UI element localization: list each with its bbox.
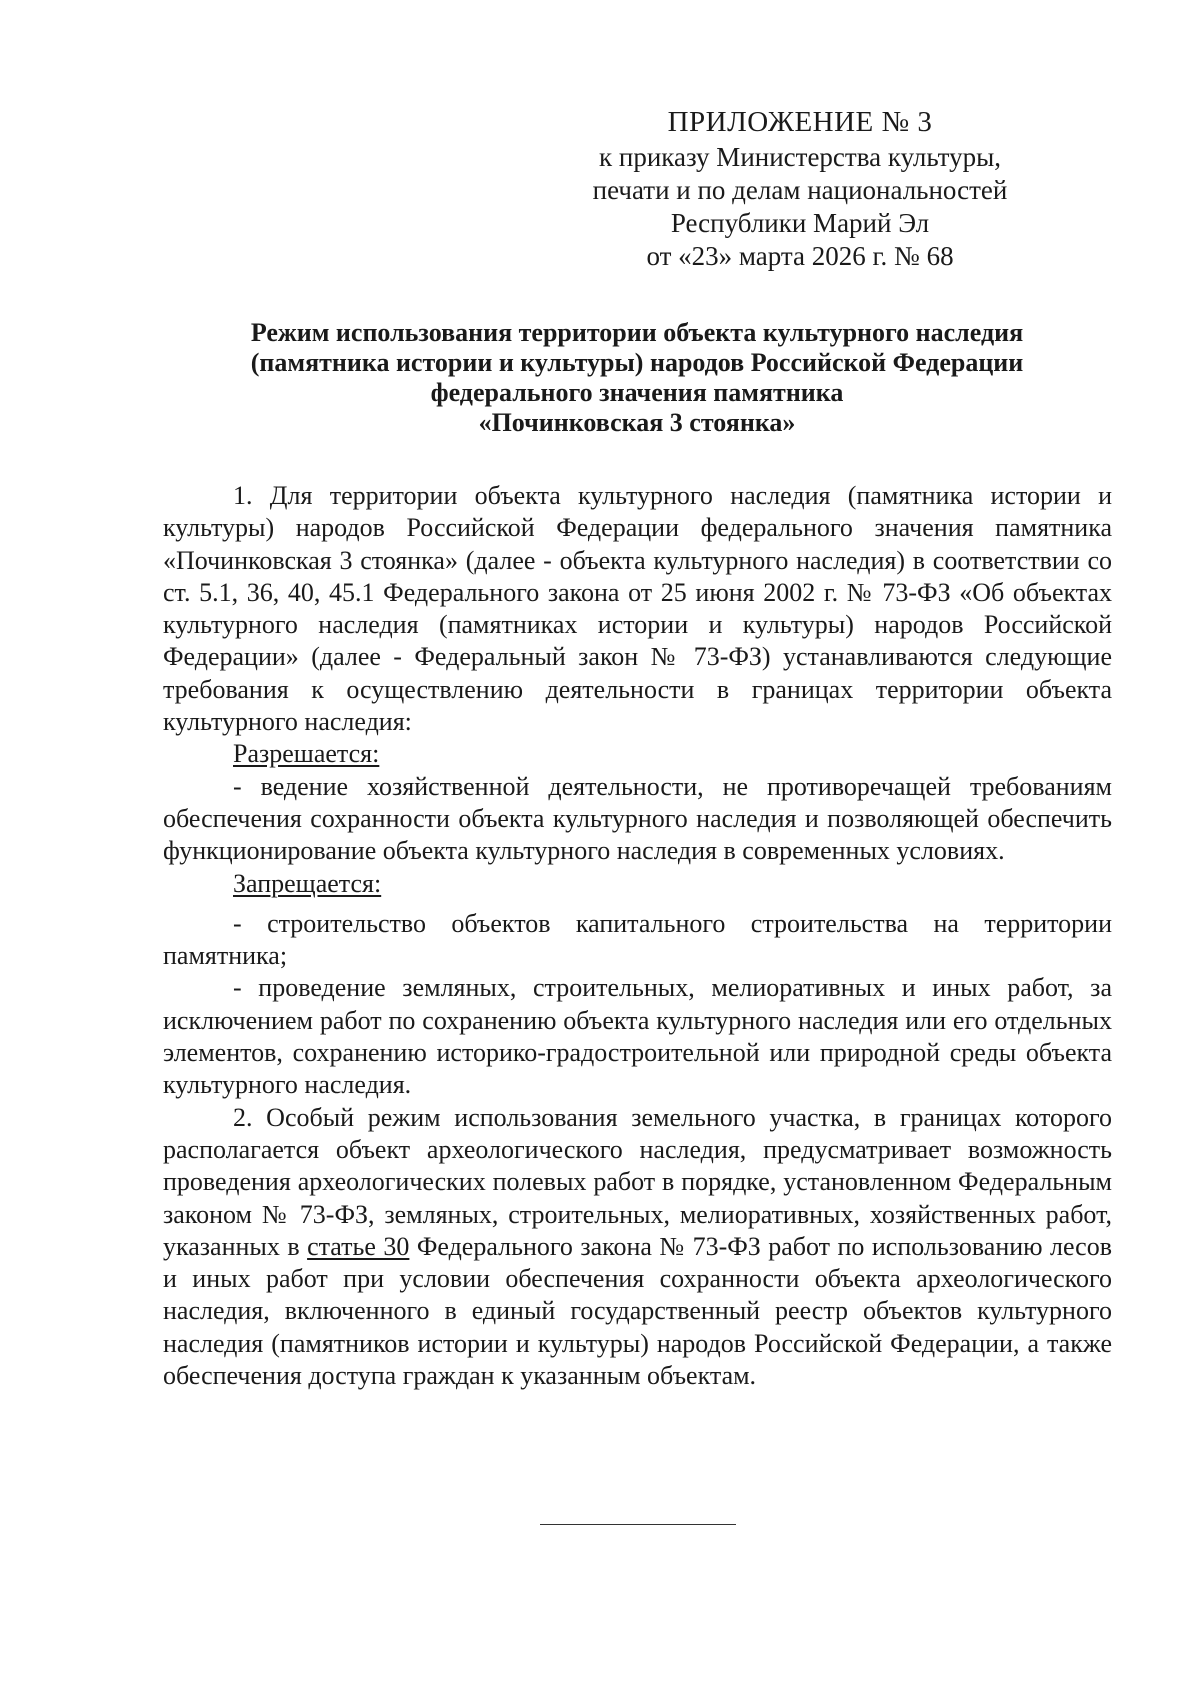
paragraph-2-text-end: Федерального закона № 73-ФЗ работ по использованию лесов и иных работ при условии обеспечения сохранности объекта археологического наследия, включенного в единый государственный реестр объектов культурного наследия (памятников истории и культуры) народов Российской Федерации, а также обеспечения доступа граждан к указанным объектам.	[163, 1231, 1112, 1391]
allowed-label: Разрешается:	[233, 739, 380, 769]
prohibited-item-2: - проведение земляных, строительных, мелиоративных и иных работ, за исключением работ по сохранению объекта культурного наследия или его отдельных элементов, сохранению историко-градостроительной или природной среды объекта культурного наследия.	[163, 973, 1112, 1100]
article-30-link[interactable]: статье 30	[307, 1231, 410, 1261]
allowed-heading	[163, 738, 1112, 770]
appendix-line: к приказу Министерства культуры,	[599, 142, 1001, 172]
prohibited-label: Запрещается:	[233, 868, 382, 898]
appendix-line: от «23» марта 2026 г. № 68	[646, 241, 954, 271]
document-body	[163, 480, 1112, 1392]
paragraph-2-text-start: 2. Особый режим использования земельного участка, в границах которого располагается объект археологического наследия, предусматривает возможность проведения археологических полевых работ в порядке, установленном Федеральным законом № 73-ФЗ, земляных, строительных, мелиоративных, хозяйственных работ, указанных в	[163, 1102, 1112, 1261]
paragraph-1: 1. Для территории объекта культурного наследия (памятника истории и культуры) народов Российской Федерации федерального значения памятника «Починковская 3 стоянка» (далее - объекта культурного наследия) в соответствии со ст. 5.1, 36, 40, 45.1 Федерального закона от 25 июня 2002 г. № 73-ФЗ «Об объектах культурного наследия (памятниках истории и культуры) народов Российской Федерации» (далее - Федеральный закон № 73-ФЗ) устанавливаются следующие требования к осуществлению деятельности в границах территории объекта культурного наследия:	[163, 481, 1112, 737]
appendix-header	[560, 106, 1040, 273]
prohibited-item-1: - строительство объектов капитального строительства на территории памятника;	[163, 908, 1112, 971]
appendix-line: Республики Марий Эл	[670, 208, 930, 238]
end-divider	[540, 1524, 736, 1525]
document-title	[150, 318, 1124, 438]
title-line: Режим использования территории объекта культурного наследия	[250, 318, 1024, 347]
allowed-item: - ведение хозяйственной деятельности, не противоречащей требованиям обеспечения сохранности объекта культурного наследия и позволяющей обеспечить функционирование объекта культурного наследия в современных условиях.	[163, 771, 1112, 866]
appendix-line: печати и по делам национальностей	[592, 175, 1008, 205]
appendix-title: ПРИЛОЖЕНИЕ № 3	[667, 106, 933, 138]
title-line: федерального значения памятника	[430, 378, 844, 407]
title-line: (памятника истории и культуры) народов Российской Федерации	[250, 348, 1024, 377]
title-line: «Починковская 3 стоянка»	[478, 408, 796, 437]
paragraph-2	[163, 1102, 1112, 1393]
prohibited-heading	[163, 868, 1112, 900]
